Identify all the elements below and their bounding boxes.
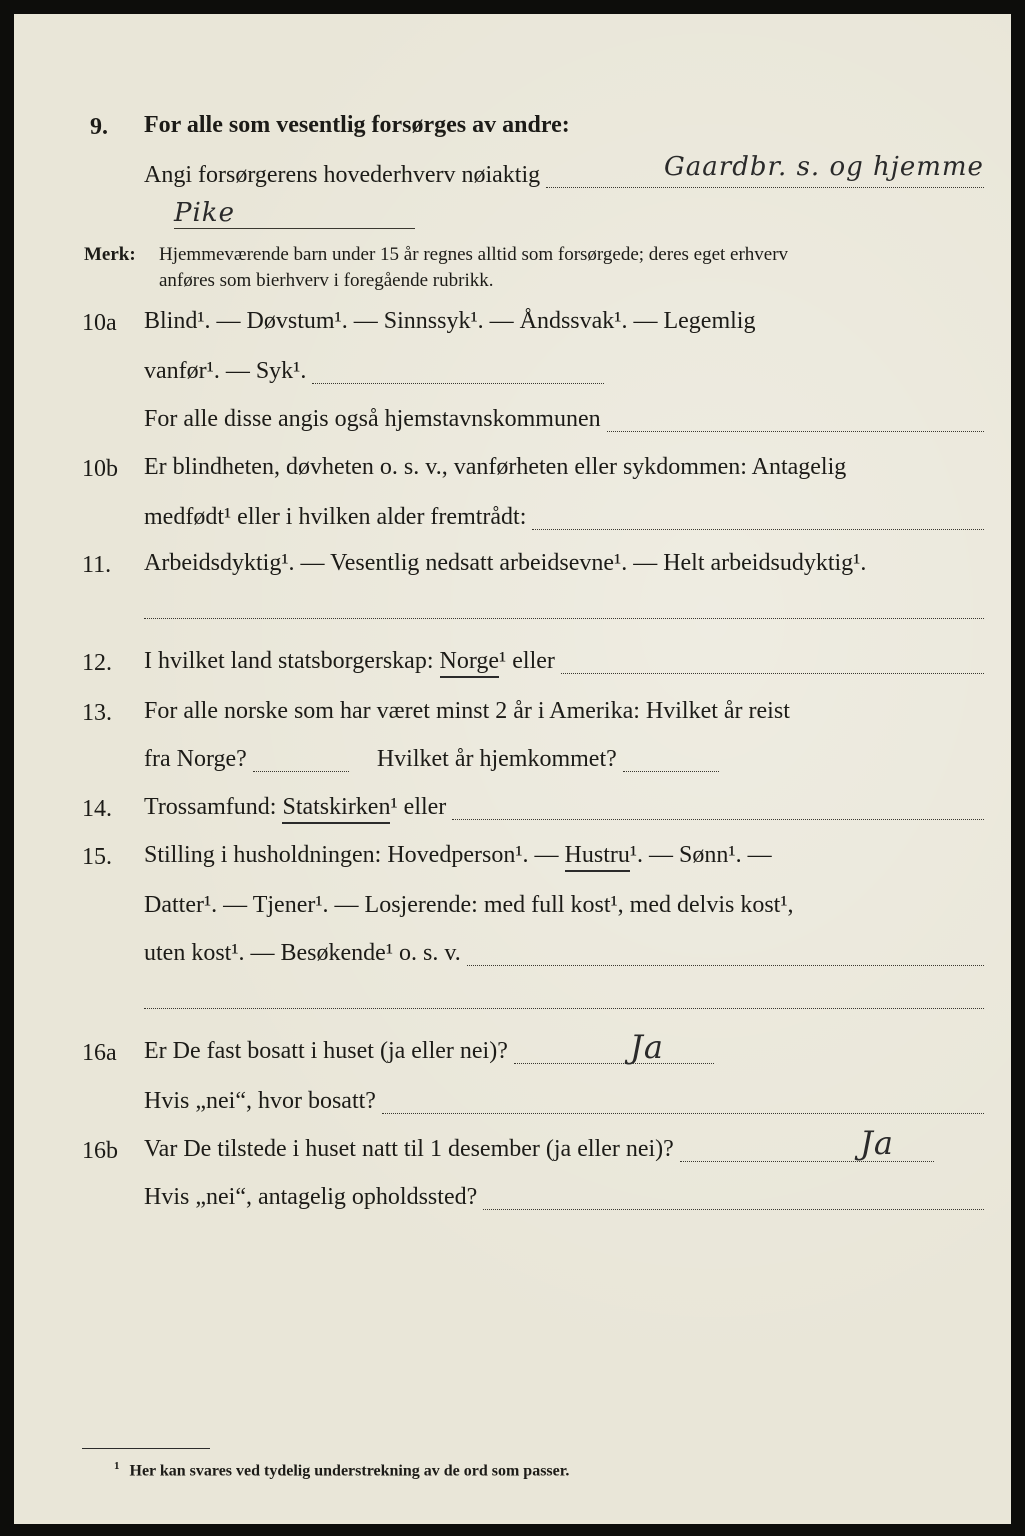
- q15-line-3-text: uten kost¹. — Besøkende¹ o. s. v.: [144, 940, 461, 966]
- q10b-line-1-text: Er blindheten, døvheten o. s. v., vanførheten eller sykdommen: Antagelig: [144, 454, 847, 480]
- q10a-line-1: [144, 308, 755, 342]
- q13-number: 13.: [82, 700, 112, 726]
- q9-answer-line[interactable]: [546, 187, 984, 188]
- q16a-where-line[interactable]: [382, 1113, 984, 1114]
- q16b-line-1-text: Var De tilstede i huset natt til 1 desember (ja eller nei)?: [144, 1136, 674, 1162]
- q12-underlined-answer: Norge: [440, 648, 500, 678]
- q9-heading-text: For alle som vesentlig forsørges av andre:: [144, 112, 570, 138]
- census-form-page: [14, 14, 1011, 1524]
- q16a-field-2[interactable]: [144, 1088, 984, 1122]
- q16a-handwritten-answer: Ja: [630, 1028, 664, 1066]
- q10a-answer-line[interactable]: [312, 383, 604, 384]
- q10a-hometown-line[interactable]: [607, 431, 984, 432]
- q14-underlined-answer: Statskirken: [282, 794, 390, 824]
- merk-label: Merk:: [84, 244, 136, 265]
- q9-handwritten-answer: Gaardbr. s. og hjemme: [664, 152, 984, 182]
- footnote-text: Her kan svares ved tydelig understrekning av de ord som passer.: [129, 1462, 570, 1480]
- q15-line-1-post: ¹. — Sønn¹. —: [629, 842, 772, 868]
- q14-answer-line[interactable]: [452, 819, 984, 820]
- q15-answer-line-2[interactable]: [144, 1008, 984, 1009]
- q16a-line-2-text: Hvis „nei“, hvor bosatt?: [144, 1088, 376, 1114]
- q12-label-post: ¹ eller: [499, 648, 555, 674]
- q13-label-b: Hvilket år hjemkommet?: [376, 746, 617, 772]
- q16b-answer-line[interactable]: [680, 1161, 934, 1162]
- q9-handwritten-answer-2: Pike: [174, 198, 415, 229]
- q15-number: 15.: [82, 844, 112, 870]
- q16a-number: 16a: [82, 1040, 117, 1066]
- footnote-rule: [82, 1448, 210, 1449]
- q11-line-1: [144, 550, 866, 584]
- q15-line-2: [144, 892, 794, 926]
- q14-number: 14.: [82, 796, 112, 822]
- q14-field[interactable]: [144, 794, 984, 828]
- q15-line-1-pre: Stilling i husholdningen: Hovedperson¹. —: [144, 842, 565, 868]
- q10b-line-1: [144, 454, 846, 488]
- q10a-line-3-text: For alle disse angis også hjemstavnskommunen: [144, 406, 601, 432]
- q11-number: 11.: [82, 552, 112, 578]
- q15-line-2-text: Datter¹. — Tjener¹. — Losjerende: med full kost¹, med delvis kost¹,: [144, 892, 794, 918]
- q15-underlined-answer: Hustru: [565, 842, 630, 872]
- q16a-line-1-text: Er De fast bosatt i huset (ja eller nei)?: [144, 1038, 508, 1064]
- merk-line-2: anføres som bierhverv i foregående rubrikk.: [159, 270, 494, 291]
- q9-label: Angi forsørgerens hovederhverv nøiaktig: [144, 162, 541, 188]
- q10b-number: 10b: [82, 456, 118, 482]
- q16b-field-1[interactable]: [144, 1136, 934, 1170]
- q16a-field-1[interactable]: [144, 1038, 714, 1072]
- q13-year-returned-line[interactable]: [623, 771, 719, 772]
- q14-label: Trossamfund:: [144, 794, 283, 820]
- q10a-number: 10a: [82, 310, 117, 336]
- q9-number: 9.: [90, 114, 108, 140]
- q11-answer-line[interactable]: [144, 618, 984, 619]
- q10b-line-2-text: medfødt¹ eller i hvilken alder fremtrådt:: [144, 504, 527, 530]
- q16b-number: 16b: [82, 1138, 118, 1164]
- q12-field[interactable]: [144, 648, 984, 682]
- footnote: [114, 1460, 569, 1480]
- q10a-line-1-text: Blind¹. — Døvstum¹. — Sinnssyk¹. — Åndssvak¹. — Legemlig: [144, 308, 756, 334]
- q15-answer-line[interactable]: [467, 965, 984, 966]
- q13-field-2[interactable]: [144, 746, 725, 780]
- q10b-field-2[interactable]: [144, 504, 984, 538]
- q12-answer-line[interactable]: [561, 673, 984, 674]
- q10b-answer-line[interactable]: [532, 529, 984, 530]
- q10a-field-2[interactable]: [144, 358, 604, 392]
- q16b-line-2-text: Hvis „nei“, antagelig opholdssted?: [144, 1184, 478, 1210]
- q16b-field-2[interactable]: [144, 1184, 984, 1218]
- merk-line-1: Hjemmeværende barn under 15 år regnes alltid som forsørgede; deres eget erhverv: [159, 244, 789, 265]
- q12-number: 12.: [82, 650, 112, 676]
- q16a-answer-line[interactable]: [514, 1063, 714, 1064]
- q10a-field-3[interactable]: [144, 406, 984, 440]
- q9-heading: [144, 112, 570, 146]
- q10a-line-2-text: vanfør¹. — Syk¹.: [144, 358, 307, 384]
- footnote-mark: 1: [114, 1460, 120, 1472]
- q13-year-left-line[interactable]: [253, 771, 349, 772]
- q12-label: I hvilket land statsborgerskap:: [144, 648, 440, 674]
- q14-label-post: ¹ eller: [390, 794, 447, 820]
- q11-line-1-text: Arbeidsdyktig¹. — Vesentlig nedsatt arbeidsevne¹. — Helt arbeidsudyktig¹.: [144, 550, 867, 576]
- q15-line-1: [144, 842, 772, 876]
- q16b-residence-line[interactable]: [483, 1209, 984, 1210]
- q16b-handwritten-answer: Ja: [860, 1124, 894, 1162]
- q13-line-1: [144, 698, 790, 732]
- q13-label-a: fra Norge?: [144, 746, 247, 772]
- q15-field-3[interactable]: [144, 940, 984, 974]
- q13-line-1-text: For alle norske som har været minst 2 år i Amerika: Hvilket år reist: [144, 698, 790, 724]
